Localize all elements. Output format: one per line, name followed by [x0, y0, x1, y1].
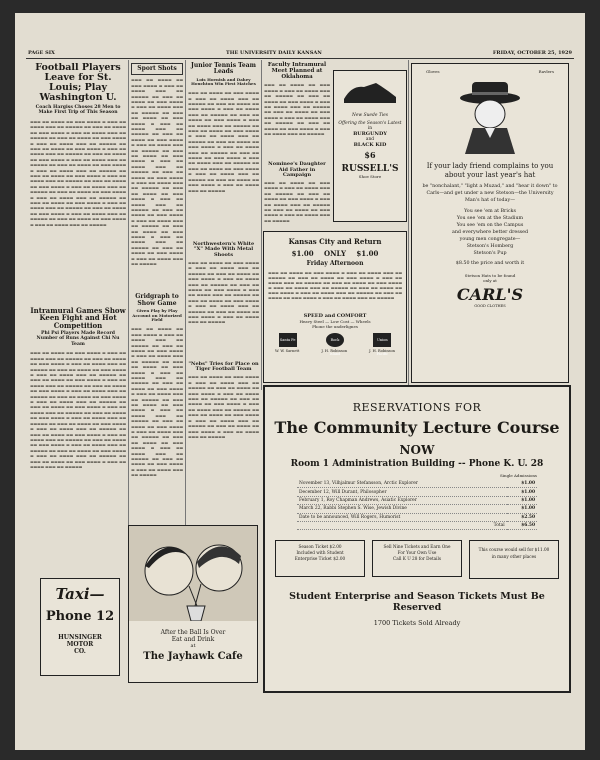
enterprise-ticket-price: $2.00	[333, 556, 346, 562]
carls-line7: Stetson's Pup	[473, 251, 507, 257]
sell-tickets-line2: For Your Own Use	[397, 550, 437, 556]
carls-ad	[411, 63, 569, 383]
issue-date: FRIDAY, OCTOBER 25, 1929	[492, 50, 572, 56]
column-4: Faculty Intramural Meet Planned at Oklahoma ▬▬▬ ▬▬ ▬▬▬▬ ▬▬ ▬▬▬ ▬▬▬▬ ▬ ▬▬▬ ▬▬ ▬▬▬▬ ▬▬▬ ▬▬ ▬▬▬▬▬ ▬▬ ▬▬▬ ▬▬ ▬▬▬▬ ▬▬ ▬▬▬ ▬▬▬▬ ▬ ▬▬▬ ▬▬ ▬▬▬▬ ▬▬▬ ▬▬ ▬▬▬▬▬ ▬▬ ▬▬▬ ▬▬ ▬▬▬▬ ▬▬ ▬▬▬ ▬▬▬▬ ▬ ▬▬▬ ▬▬ ▬▬▬▬ ▬▬▬ ▬▬ ▬▬▬▬▬ ▬▬ ▬▬▬ ▬▬ ▬▬▬▬ ▬▬ ▬▬▬ ▬▬▬▬ ▬ ▬▬▬ ▬▬ ▬▬▬▬ ▬▬▬ ▬▬ ▬▬▬▬▬ Nominee's Daughter Aid Father in Campaign ▬▬▬ ▬▬ ▬▬▬▬ ▬▬ ▬▬▬ ▬▬▬▬ ▬ ▬▬▬ ▬▬ ▬▬▬▬ ▬▬▬ ▬▬ ▬▬▬▬▬ ▬▬ ▬▬▬ ▬▬ ▬▬▬▬ ▬▬ ▬▬▬ ▬▬▬▬ ▬ ▬▬▬ ▬▬ ▬▬▬▬ ▬▬▬ ▬▬ ▬▬▬▬▬ ▬▬ ▬▬▬ ▬▬ ▬▬▬▬ ▬▬ ▬▬▬ ▬▬▬▬ ▬ ▬▬▬ ▬▬ ▬▬▬▬ ▬▬▬ ▬▬ ▬▬▬▬▬	[264, 62, 330, 223]
column-1: Football Players Leave for St. Louis; Play Washington U. Coach Hargiss Choses 28 Men to Make First Trip of This Season ▬▬▬ ▬▬ ▬▬▬▬ ▬▬ ▬▬▬ ▬▬▬▬ ▬ ▬▬▬ ▬▬ ▬▬▬▬ ▬▬▬ ▬▬ ▬▬▬▬▬ ▬▬ ▬▬▬ ▬▬ ▬▬▬▬ ▬▬ ▬▬▬ ▬▬▬▬ ▬ ▬▬▬ ▬▬ ▬▬▬▬ ▬▬▬ ▬▬ ▬▬▬▬▬ ▬▬ ▬▬▬ ▬▬ ▬▬▬▬ ▬▬ ▬▬▬ ▬▬▬▬ ▬ ▬▬▬ ▬▬ ▬▬▬▬ ▬▬▬ ▬▬ ▬▬▬▬▬ ▬▬ ▬▬▬ ▬▬ ▬▬▬▬ ▬▬ ▬▬▬ ▬▬▬▬ ▬ ▬▬▬ ▬▬ ▬▬▬▬ ▬▬▬ ▬▬ ▬▬▬▬▬ ▬▬ ▬▬▬ ▬▬ ▬▬▬▬ ▬▬ ▬▬▬ ▬▬▬▬ ▬ ▬▬▬ ▬▬ ▬▬▬▬ ▬▬▬ ▬▬ ▬▬▬▬▬ ▬▬ ▬▬▬ ▬▬ ▬▬▬▬ ▬▬ ▬▬▬ ▬▬▬▬ ▬ ▬▬▬ ▬▬ ▬▬▬▬ ▬▬▬ ▬▬ ▬▬▬▬▬ ▬▬ ▬▬▬ ▬▬ ▬▬▬▬ ▬▬ ▬▬▬ ▬▬▬▬ ▬ ▬▬▬ ▬▬ ▬▬▬▬ ▬▬▬ ▬▬ ▬▬▬▬▬ ▬▬ ▬▬▬ ▬▬ ▬▬▬▬ ▬▬ ▬▬▬ ▬▬▬▬ ▬ ▬▬▬ ▬▬ ▬▬▬▬ ▬▬▬ ▬▬ ▬▬▬▬▬ ▬▬ ▬▬▬ ▬▬ ▬▬▬▬ ▬▬ ▬▬▬ ▬▬▬▬ ▬ ▬▬▬ ▬▬ ▬▬▬▬ ▬▬▬ ▬▬ ▬▬▬▬▬ ▬▬ ▬▬▬ ▬▬ ▬▬▬▬ ▬▬ ▬▬▬ ▬▬▬▬ ▬ ▬▬▬ ▬▬ ▬▬▬▬ ▬▬▬ ▬▬ ▬▬▬▬▬ ▬▬ ▬▬▬ ▬▬ ▬▬▬▬ ▬▬ ▬▬▬ ▬▬▬▬ ▬ ▬▬▬ ▬▬ ▬▬▬▬ ▬▬▬ ▬▬ ▬▬▬▬▬ ▬▬ ▬▬▬ ▬▬ ▬▬▬▬ ▬▬ ▬▬▬ ▬▬▬▬ ▬ ▬▬▬ ▬▬ ▬▬▬▬ ▬▬▬ ▬▬ ▬▬▬▬▬ Intramural Games Show Keen Fight and Hot Competition Phi Psi Players Made Record Number of Runs Against Chi Nu Team ▬▬▬ ▬▬ ▬▬▬▬ ▬▬ ▬▬▬ ▬▬▬▬ ▬ ▬▬▬ ▬▬ ▬▬▬▬ ▬▬▬ ▬▬ ▬▬▬▬▬ ▬▬ ▬▬▬ ▬▬ ▬▬▬▬ ▬▬ ▬▬▬ ▬▬▬▬ ▬ ▬▬▬ ▬▬ ▬▬▬▬ ▬▬▬ ▬▬ ▬▬▬▬▬ ▬▬ ▬▬▬ ▬▬ ▬▬▬▬ ▬▬ ▬▬▬ ▬▬▬▬ ▬ ▬▬▬ ▬▬ ▬▬▬▬ ▬▬▬ ▬▬ ▬▬▬▬▬ ▬▬ ▬▬▬ ▬▬ ▬▬▬▬ ▬▬ ▬▬▬ ▬▬▬▬ ▬ ▬▬▬ ▬▬ ▬▬▬▬ ▬▬▬ ▬▬ ▬▬▬▬▬ ▬▬ ▬▬▬ ▬▬ ▬▬▬▬ ▬▬ ▬▬▬ ▬▬▬▬ ▬ ▬▬▬ ▬▬ ▬▬▬▬ ▬▬▬ ▬▬ ▬▬▬▬▬ ▬▬ ▬▬▬ ▬▬ ▬▬▬▬ ▬▬ ▬▬▬ ▬▬▬▬ ▬ ▬▬▬ ▬▬ ▬▬▬▬ ▬▬▬ ▬▬ ▬▬▬▬▬ ▬▬ ▬▬▬ ▬▬ ▬▬▬▬ ▬▬ ▬▬▬ ▬▬▬▬ ▬ ▬▬▬ ▬▬ ▬▬▬▬ ▬▬▬ ▬▬ ▬▬▬▬▬ ▬▬ ▬▬▬ ▬▬ ▬▬▬▬ ▬▬ ▬▬▬ ▬▬▬▬ ▬ ▬▬▬ ▬▬ ▬▬▬▬ ▬▬▬ ▬▬ ▬▬▬▬▬ ▬▬ ▬▬▬ ▬▬ ▬▬▬▬ ▬▬ ▬▬▬ ▬▬▬▬ ▬ ▬▬▬ ▬▬ ▬▬▬▬ ▬▬▬ ▬▬ ▬▬▬▬▬ ▬▬ ▬▬▬ ▬▬ ▬▬▬▬ ▬▬ ▬▬▬ ▬▬▬▬ ▬ ▬▬▬ ▬▬ ▬▬▬▬ ▬▬▬ ▬▬ ▬▬▬▬▬ ▬▬ ▬▬▬ ▬▬ ▬▬▬▬ ▬▬ ▬▬▬ ▬▬▬▬ ▬ ▬▬▬ ▬▬ ▬▬▬▬ ▬▬▬ ▬▬ ▬▬▬▬▬ ▬▬ ▬▬▬ ▬▬ ▬▬▬▬ ▬▬ ▬▬▬ ▬▬▬▬ ▬ ▬▬▬ ▬▬ ▬▬▬▬ ▬▬▬ ▬▬ ▬▬▬▬▬ ▬▬ ▬▬▬ ▬▬ ▬▬▬▬ ▬▬ ▬▬▬ ▬▬▬▬ ▬ ▬▬▬ ▬▬ ▬▬▬▬ ▬▬▬ ▬▬ ▬▬▬▬▬	[30, 62, 126, 469]
value-line1: This course would sell for $11.00	[478, 547, 550, 553]
subhead-gridgraph: Given Play by Play Account on Motorized Field	[132, 307, 182, 323]
lecture-sold: 1700 Tickets Sold Already	[373, 619, 461, 628]
shoe-price: $6	[364, 150, 376, 160]
lecture-date: November 13, Vilhjalmur Stefansson, Arctic Explorer	[297, 480, 507, 488]
carls-line8: $8.50 the price and worth it	[455, 261, 525, 267]
taxi-company-2: MOTOR	[66, 641, 94, 648]
season-ticket-included: Included with Student	[296, 550, 344, 556]
subhead-intramural: Phi Psi Players Made Record Number of Runs Against Chi Nu Team	[36, 330, 120, 347]
lecture-price: $1.00	[507, 505, 537, 513]
jayhawk-cafe-ad	[128, 525, 258, 683]
carls-logo: CARL'S	[456, 285, 524, 305]
carls-line2: You see 'em at the Stadium	[456, 216, 524, 222]
kc-day: Friday Afternoon	[306, 260, 364, 267]
lecture-title: The Community Lecture Course	[274, 418, 560, 437]
taxi-company-3: CO.	[74, 648, 86, 655]
carls-line3: You see 'em on the Campus	[456, 223, 524, 229]
value-line2: in many other places	[491, 554, 537, 560]
shoe-line3: in	[367, 126, 373, 131]
lecture-date: December 12, Will Durant, Philosopher	[297, 488, 507, 496]
rock-island-logo: Rock Island	[326, 333, 344, 347]
season-ticket-price: $2.00	[329, 544, 342, 550]
kc-phone: Phone the underlignes	[312, 324, 358, 329]
paper-name: THE UNIVERSITY DAILY KANSAN	[226, 50, 322, 56]
carls-pitch2: be "nonchalant," "light a Muzad," and "hear it down" to Carls—and get under a new Stetson—the University Man's hat of today—	[422, 184, 558, 203]
kc-price-2: $1.00	[356, 249, 379, 258]
carls-line6: Stetson's Homberg	[466, 244, 514, 250]
taxi-phone: Phone 12	[45, 609, 115, 624]
headline-gridgraph: Gridgraph to Show Game	[135, 293, 179, 307]
lecture-room: Room 1 Administration Building -- Phone K. U. 28	[290, 459, 544, 469]
newspaper-page	[15, 13, 585, 750]
lecture-price: $1.00	[507, 496, 537, 504]
jayhawk-line2: Eat and Drink	[171, 636, 215, 643]
headline-faculty: Faculty Intramural Meet Planned at Oklahoma	[267, 62, 327, 80]
kc-title: Kansas City and Return	[288, 237, 382, 246]
shoe-illustration	[342, 79, 398, 105]
headline-northwestern: Northwestern's White "X" Made With Metal Shoots	[192, 241, 255, 258]
shoe-line4: BURGUNDY	[353, 131, 387, 137]
value-box	[469, 540, 559, 579]
lecture-row	[297, 496, 537, 504]
lecture-schedule	[297, 480, 537, 530]
taxi-company: HUNSINGER	[58, 634, 102, 641]
lecture-row	[297, 488, 537, 496]
carls-sold: Stetson Hats to be found	[464, 273, 516, 279]
sell-tickets-box	[372, 540, 462, 577]
lecture-date: March 22, Rabbi Stephen S. Wise, Jewish Divine	[297, 505, 507, 513]
lecture-total-label: Total	[297, 521, 507, 529]
kc-speed2: Heavy Steel — Low Cost — Wheels	[299, 319, 371, 324]
carls-gloves: Gloves	[426, 69, 440, 74]
jayhawk-name: The Jayhawk Cafe	[143, 651, 243, 662]
column-3: Junior Tennis Team Leads Lois Hoenish and Dahey Houchton Win First Matches ▬▬▬ ▬▬ ▬▬▬▬ ▬▬ ▬▬▬ ▬▬▬▬ ▬ ▬▬▬ ▬▬ ▬▬▬▬ ▬▬▬ ▬▬ ▬▬▬▬▬ ▬▬ ▬▬▬ ▬▬ ▬▬▬▬ ▬▬ ▬▬▬ ▬▬▬▬ ▬ ▬▬▬ ▬▬ ▬▬▬▬ ▬▬▬ ▬▬ ▬▬▬▬▬ ▬▬ ▬▬▬ ▬▬ ▬▬▬▬ ▬▬ ▬▬▬ ▬▬▬▬ ▬ ▬▬▬ ▬▬ ▬▬▬▬ ▬▬▬ ▬▬ ▬▬▬▬▬ ▬▬ ▬▬▬ ▬▬ ▬▬▬▬ ▬▬ ▬▬▬ ▬▬▬▬ ▬ ▬▬▬ ▬▬ ▬▬▬▬ ▬▬▬ ▬▬ ▬▬▬▬▬ ▬▬ ▬▬▬ ▬▬ ▬▬▬▬ ▬▬ ▬▬▬ ▬▬▬▬ ▬ ▬▬▬ ▬▬ ▬▬▬▬ ▬▬▬ ▬▬ ▬▬▬▬▬ ▬▬ ▬▬▬ ▬▬ ▬▬▬▬ ▬▬ ▬▬▬ ▬▬▬▬ ▬ ▬▬▬ ▬▬ ▬▬▬▬ ▬▬▬ ▬▬ ▬▬▬▬▬ ▬▬ ▬▬▬ ▬▬ ▬▬▬▬ ▬▬ ▬▬▬ ▬▬▬▬ ▬ ▬▬▬ ▬▬ ▬▬▬▬ ▬▬▬ ▬▬ ▬▬▬▬▬ ▬▬ ▬▬▬ ▬▬ ▬▬▬▬ ▬▬ ▬▬▬ ▬▬▬▬ ▬ ▬▬▬ ▬▬ ▬▬▬▬ ▬▬▬ ▬▬ ▬▬▬▬▬ Northwestern's White "X" Made With Metal Shoots ▬▬▬ ▬▬ ▬▬▬▬ ▬▬ ▬▬▬ ▬▬▬▬ ▬ ▬▬▬ ▬▬ ▬▬▬▬ ▬▬▬ ▬▬ ▬▬▬▬▬ ▬▬ ▬▬▬ ▬▬ ▬▬▬▬ ▬▬ ▬▬▬ ▬▬▬▬ ▬ ▬▬▬ ▬▬ ▬▬▬▬ ▬▬▬ ▬▬ ▬▬▬▬▬ ▬▬ ▬▬▬ ▬▬ ▬▬▬▬ ▬▬ ▬▬▬ ▬▬▬▬ ▬ ▬▬▬ ▬▬ ▬▬▬▬ ▬▬▬ ▬▬ ▬▬▬▬▬ ▬▬ ▬▬▬ ▬▬ ▬▬▬▬ ▬▬ ▬▬▬ ▬▬▬▬ ▬ ▬▬▬ ▬▬ ▬▬▬▬ ▬▬▬ ▬▬ ▬▬▬▬▬ ▬▬ ▬▬▬ ▬▬ ▬▬▬▬ ▬▬ ▬▬▬ ▬▬▬▬ ▬ ▬▬▬ ▬▬ ▬▬▬▬ ▬▬▬ ▬▬ ▬▬▬▬▬ "Nebs" Tries for Place on Tiger Football Team ▬▬▬ ▬▬ ▬▬▬▬ ▬▬ ▬▬▬ ▬▬▬▬ ▬ ▬▬▬ ▬▬ ▬▬▬▬ ▬▬▬ ▬▬ ▬▬▬▬▬ ▬▬ ▬▬▬ ▬▬ ▬▬▬▬ ▬▬ ▬▬▬ ▬▬▬▬ ▬ ▬▬▬ ▬▬ ▬▬▬▬ ▬▬▬ ▬▬ ▬▬▬▬▬ ▬▬ ▬▬▬ ▬▬ ▬▬▬▬ ▬▬ ▬▬▬ ▬▬▬▬ ▬ ▬▬▬ ▬▬ ▬▬▬▬ ▬▬▬ ▬▬ ▬▬▬▬▬ ▬▬ ▬▬▬ ▬▬ ▬▬▬▬ ▬▬ ▬▬▬ ▬▬▬▬ ▬ ▬▬▬ ▬▬ ▬▬▬▬ ▬▬▬ ▬▬ ▬▬▬▬▬ ▬▬ ▬▬▬ ▬▬ ▬▬▬▬ ▬▬ ▬▬▬ ▬▬▬▬ ▬ ▬▬▬ ▬▬ ▬▬▬▬ ▬▬▬ ▬▬ ▬▬▬▬▬	[188, 62, 259, 439]
kc-price-1: $1.00	[291, 249, 314, 258]
carls-line4: and everywhere better dressed	[451, 230, 529, 236]
headline-nebs: "Nebs" Tries for Place on Tiger Football Team	[188, 360, 259, 373]
shoe-line1: New Suede Ties	[351, 113, 389, 118]
lecture-row	[297, 480, 537, 488]
union-pacific-logo: Union Pacific	[373, 333, 391, 347]
carls-tag: GOOD CLOTHES	[474, 304, 506, 309]
lecture-reservations: RESERVATIONS FOR	[352, 401, 482, 414]
lecture-date: February 1, Roy Chapman Andrews, Asiatic Explorer	[297, 496, 507, 504]
sell-tickets-line3: Call K U 28 for Details	[393, 556, 441, 562]
kc-agent-3: J. H. Robinson	[369, 349, 395, 353]
season-ticket-label: Season Ticket	[298, 544, 329, 550]
jayhawk-line3: at	[190, 643, 196, 649]
kc-speed: SPEED and COMFORT	[303, 313, 367, 319]
lecture-course-ad	[263, 385, 571, 693]
russells-shoe-ad	[333, 70, 407, 222]
column-2: Sport Shots ▬▬▬ ▬▬ ▬▬▬▬ ▬▬ ▬▬▬ ▬▬▬▬ ▬ ▬▬▬ ▬▬ ▬▬▬▬ ▬▬▬ ▬▬ ▬▬▬▬▬ ▬▬ ▬▬▬ ▬▬ ▬▬▬▬ ▬▬ ▬▬▬ ▬▬▬▬ ▬ ▬▬▬ ▬▬ ▬▬▬▬ ▬▬▬ ▬▬ ▬▬▬▬▬ ▬▬ ▬▬▬ ▬▬ ▬▬▬▬ ▬▬ ▬▬▬ ▬▬▬▬ ▬ ▬▬▬ ▬▬ ▬▬▬▬ ▬▬▬ ▬▬ ▬▬▬▬▬ ▬▬ ▬▬▬ ▬▬ ▬▬▬▬ ▬▬ ▬▬▬ ▬▬▬▬ ▬ ▬▬▬ ▬▬ ▬▬▬▬ ▬▬▬ ▬▬ ▬▬▬▬▬ ▬▬ ▬▬▬ ▬▬ ▬▬▬▬ ▬▬ ▬▬▬ ▬▬▬▬ ▬ ▬▬▬ ▬▬ ▬▬▬▬ ▬▬▬ ▬▬ ▬▬▬▬▬ ▬▬ ▬▬▬ ▬▬ ▬▬▬▬ ▬▬ ▬▬▬ ▬▬▬▬ ▬ ▬▬▬ ▬▬ ▬▬▬▬ ▬▬▬ ▬▬ ▬▬▬▬▬ ▬▬ ▬▬▬ ▬▬ ▬▬▬▬ ▬▬ ▬▬▬ ▬▬▬▬ ▬ ▬▬▬ ▬▬ ▬▬▬▬ ▬▬▬ ▬▬ ▬▬▬▬▬ ▬▬ ▬▬▬ ▬▬ ▬▬▬▬ ▬▬ ▬▬▬ ▬▬▬▬ ▬ ▬▬▬ ▬▬ ▬▬▬▬ ▬▬▬ ▬▬ ▬▬▬▬▬ ▬▬ ▬▬▬ ▬▬ ▬▬▬▬ ▬▬ ▬▬▬ ▬▬▬▬ ▬ ▬▬▬ ▬▬ ▬▬▬▬ ▬▬▬ ▬▬ ▬▬▬▬▬ ▬▬ ▬▬▬ ▬▬ ▬▬▬▬ ▬▬ ▬▬▬ ▬▬▬▬ ▬ ▬▬▬ ▬▬ ▬▬▬▬ ▬▬▬ ▬▬ ▬▬▬▬▬ Gridgraph to Show Game Given Play by Play Account on Motorized Field ▬▬▬ ▬▬ ▬▬▬▬ ▬▬ ▬▬▬ ▬▬▬▬ ▬ ▬▬▬ ▬▬ ▬▬▬▬ ▬▬▬ ▬▬ ▬▬▬▬▬ ▬▬ ▬▬▬ ▬▬ ▬▬▬▬ ▬▬ ▬▬▬ ▬▬▬▬ ▬ ▬▬▬ ▬▬ ▬▬▬▬ ▬▬▬ ▬▬ ▬▬▬▬▬ ▬▬ ▬▬▬ ▬▬ ▬▬▬▬ ▬▬ ▬▬▬ ▬▬▬▬ ▬ ▬▬▬ ▬▬ ▬▬▬▬ ▬▬▬ ▬▬ ▬▬▬▬▬ ▬▬ ▬▬▬ ▬▬ ▬▬▬▬ ▬▬ ▬▬▬ ▬▬▬▬ ▬ ▬▬▬ ▬▬ ▬▬▬▬ ▬▬▬ ▬▬ ▬▬▬▬▬ ▬▬ ▬▬▬ ▬▬ ▬▬▬▬ ▬▬ ▬▬▬ ▬▬▬▬ ▬ ▬▬▬ ▬▬ ▬▬▬▬ ▬▬▬ ▬▬ ▬▬▬▬▬ ▬▬ ▬▬▬ ▬▬ ▬▬▬▬ ▬▬ ▬▬▬ ▬▬▬▬ ▬ ▬▬▬ ▬▬ ▬▬▬▬ ▬▬▬ ▬▬ ▬▬▬▬▬ ▬▬ ▬▬▬ ▬▬ ▬▬▬▬ ▬▬ ▬▬▬ ▬▬▬▬ ▬ ▬▬▬ ▬▬ ▬▬▬▬ ▬▬▬ ▬▬ ▬▬▬▬▬ ▬▬ ▬▬▬ ▬▬ ▬▬▬▬ ▬▬ ▬▬▬ ▬▬▬▬ ▬ ▬▬▬ ▬▬ ▬▬▬▬ ▬▬▬ ▬▬ ▬▬▬▬▬	[131, 65, 183, 478]
lecture-price: $2.50	[507, 513, 537, 521]
lecture-date: Date to be announced, Will Rogers, Humorist	[297, 513, 507, 521]
carls-pitch: If your lady friend complains to you about your last year's hat	[426, 162, 554, 179]
kc-agent-2: J. H. Robinson	[321, 349, 348, 353]
jayhawk-line1: After the Ball Is Over	[160, 629, 226, 636]
kc-agent-1: W. W. Sarnett	[274, 349, 300, 353]
shoe-tag: Shoe Store	[358, 174, 382, 179]
kc-only: ONLY	[324, 249, 346, 258]
taxi-ad	[40, 578, 120, 676]
lecture-row	[297, 513, 537, 521]
headline-sport-shots: Sport Shots	[131, 63, 183, 75]
lecture-total: $6.50	[507, 521, 537, 529]
taxi-title: Taxi—	[55, 585, 105, 603]
gentleman-hat-illustration	[445, 76, 535, 154]
shoe-line6: BLACK KID	[353, 142, 387, 148]
masthead	[28, 50, 572, 56]
carls-sold2: only at	[483, 278, 497, 284]
kansas-city-ad: Kansas City and Return $1.00 ONLY $1.00 Friday Afternoon ▬▬▬ ▬▬ ▬▬▬▬ ▬▬ ▬▬▬ ▬▬▬▬ ▬ ▬▬▬ ▬▬ ▬▬▬▬ ▬▬▬ ▬▬ ▬▬▬▬▬ ▬▬ ▬▬▬ ▬▬ ▬▬▬▬ ▬▬ ▬▬▬ ▬▬▬▬ ▬ ▬▬▬ ▬▬ ▬▬▬▬ ▬▬▬ ▬▬ ▬▬▬▬▬ ▬▬ ▬▬▬ ▬▬ ▬▬▬▬ ▬▬ ▬▬▬ ▬▬▬▬ ▬ ▬▬▬ ▬▬ ▬▬▬▬ ▬▬▬ ▬▬ ▬▬▬▬▬ ▬▬ ▬▬▬ ▬▬ ▬▬▬▬ ▬▬ ▬▬▬ ▬▬▬▬ ▬ ▬▬▬ ▬▬ ▬▬▬▬ ▬▬▬ ▬▬ ▬▬▬▬▬ ▬▬ ▬▬▬ ▬▬ ▬▬▬▬ ▬▬ ▬▬▬ ▬▬▬▬ ▬ ▬▬▬ ▬▬ ▬▬▬▬ ▬▬▬ ▬▬ ▬▬▬▬▬ SPEED and COMFORT Heavy Steel — Low Cost — Wheels Phone the underlignes Santa Fe Rock Island Union Pacific W. W. Sarnett J. H. Robinson J. H. Robinson	[263, 231, 407, 383]
lecture-row	[297, 505, 537, 513]
lecture-price: $1.00	[507, 480, 537, 488]
headline-nominee: Nominee's Daughter Aid Father in Campaign	[268, 161, 326, 178]
subhead-football: Coach Hargiss Choses 28 Men to Make First Trip of This Season	[35, 104, 121, 116]
carls-line1: You see 'em at Bricks	[464, 209, 516, 215]
lecture-now: NOW	[399, 443, 435, 457]
headline-football: Football Players Leave for St. Louis; Play Washington U.	[35, 62, 121, 103]
headline-intramural: Intramural Games Show Keen Fight and Hot Competition	[30, 305, 126, 330]
subhead-tennis: Lois Hoenish and Dahey Houchton Win First Matches	[191, 76, 256, 87]
season-ticket-box	[275, 540, 365, 577]
shoe-store: RUSSELL'S	[341, 164, 399, 174]
shoe-line5: and	[365, 137, 375, 142]
page-number: PAGE SIX	[28, 50, 55, 56]
couple-illustration	[129, 526, 257, 621]
enterprise-ticket-label: Enterprise Ticket	[294, 556, 332, 562]
carls-line5: young men congregate—	[459, 237, 521, 243]
santa-fe-logo: Santa Fe	[279, 333, 297, 347]
headline-tennis: Junior Tennis Team Leads	[191, 62, 256, 76]
lecture-footer: Student Enterprise and Season Tickets Must Be Reserved	[289, 591, 545, 614]
lecture-price: $1.00	[507, 488, 537, 496]
sell-tickets-line1: Sell Nine Tickets and Earn One	[383, 544, 451, 550]
lecture-single-admissions: Single Admissions	[499, 473, 537, 478]
shoe-line2: Offering the Season's Latest	[338, 121, 402, 126]
carls-ravlers: Ravlers	[538, 69, 554, 74]
